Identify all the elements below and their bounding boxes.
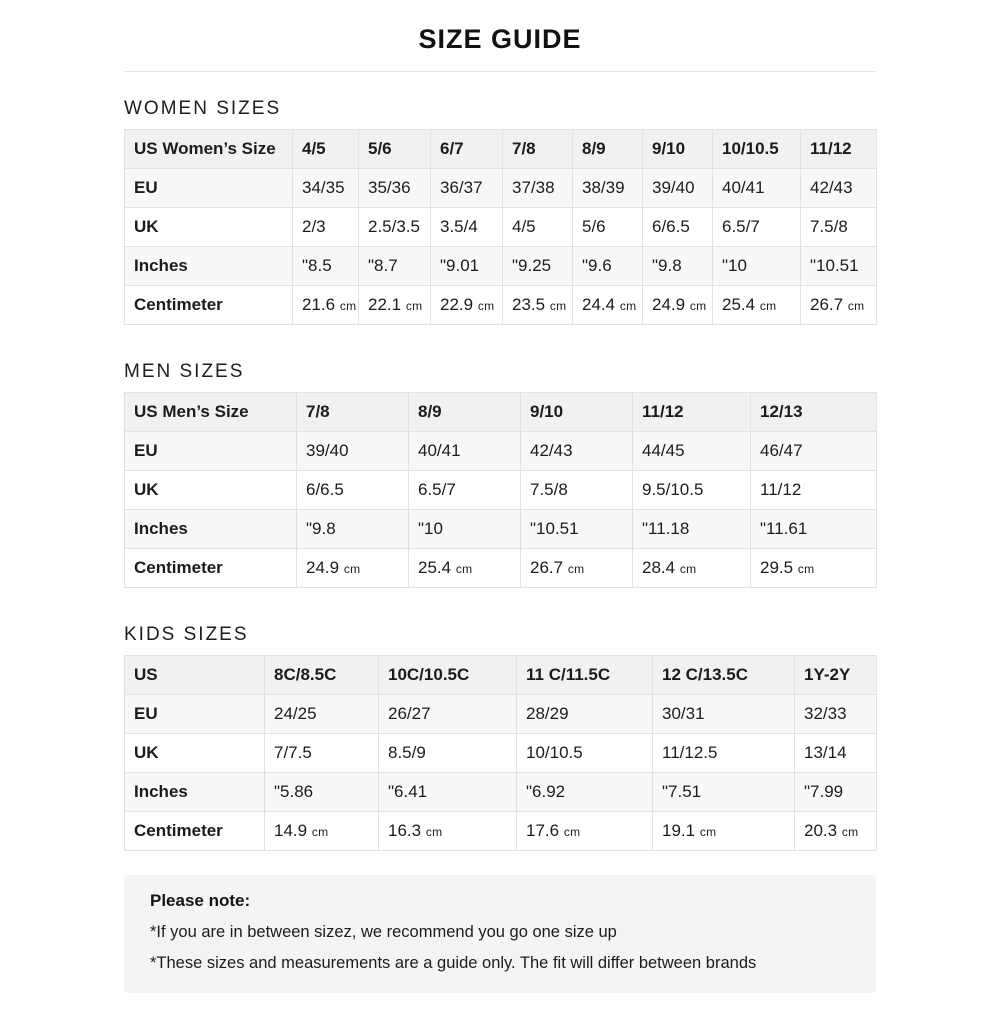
table-row: [125, 695, 877, 734]
table-cell: 6/6.5: [643, 208, 713, 247]
row-label: Inches: [125, 510, 297, 549]
table-cell: 24/25: [265, 695, 379, 734]
table-cell: "9.25: [503, 247, 573, 286]
table-cell: 3.5/4: [431, 208, 503, 247]
table-cell: 13/14: [795, 734, 877, 773]
corner-header: US Men’s Size: [125, 393, 297, 432]
note-line: *These sizes and measurements are a guide only. The fit will differ between brands: [150, 954, 757, 972]
table-cell: 34/35: [293, 169, 359, 208]
table-cell: 26.7 cm: [801, 286, 877, 325]
table-cell: "10.51: [801, 247, 877, 286]
table-cell: 20.3 cm: [795, 812, 877, 851]
unit-cm: cm: [343, 562, 361, 576]
table-cell: "6.92: [517, 773, 653, 812]
table-cell: "7.51: [653, 773, 795, 812]
table-cell: 5/6: [573, 208, 643, 247]
unit-cm: cm: [699, 825, 717, 839]
header-row: [125, 130, 877, 169]
table-cell: "11.18: [633, 510, 751, 549]
row-label: Inches: [125, 247, 293, 286]
column-header: 11/12: [633, 393, 751, 432]
table-cell: "9.6: [573, 247, 643, 286]
table-cell: 32/33: [795, 695, 877, 734]
table-cell: 29.5 cm: [751, 549, 877, 588]
table-cell: 11/12: [751, 471, 877, 510]
unit-cm: cm: [425, 825, 443, 839]
column-header: 5/6: [359, 130, 431, 169]
table-row: [125, 286, 877, 325]
table-cell: "9.8: [643, 247, 713, 286]
table-cell: 22.9 cm: [431, 286, 503, 325]
table-cell: 11/12.5: [653, 734, 795, 773]
table-cell: 26.7 cm: [521, 549, 633, 588]
row-label: UK: [125, 734, 265, 773]
table-cell: 37/38: [503, 169, 573, 208]
page-title: SIZE GUIDE: [418, 24, 582, 54]
table-cell: "10.51: [521, 510, 633, 549]
table-cell: 28/29: [517, 695, 653, 734]
table-cell: 28.4 cm: [633, 549, 751, 588]
size-table-kids: [124, 655, 877, 851]
table-cell: "9.8: [297, 510, 409, 549]
size-table-men: [124, 392, 877, 588]
column-header: 7/8: [503, 130, 573, 169]
column-header: 12 C/13.5C: [653, 656, 795, 695]
section-heading-kids: KIDS SIZES: [124, 624, 249, 645]
section-women: [124, 98, 876, 325]
table-cell: 19.1 cm: [653, 812, 795, 851]
table-row: [125, 812, 877, 851]
table-cell: 24.4 cm: [573, 286, 643, 325]
column-header: 9/10: [643, 130, 713, 169]
table-cell: "5.86: [265, 773, 379, 812]
table-cell: 42/43: [801, 169, 877, 208]
table-cell: 4/5: [503, 208, 573, 247]
header-row: [125, 393, 877, 432]
unit-cm: cm: [405, 299, 423, 313]
table-cell: 14.9 cm: [265, 812, 379, 851]
column-header: 9/10: [521, 393, 633, 432]
table-cell: 36/37: [431, 169, 503, 208]
row-label: UK: [125, 208, 293, 247]
table-cell: 7/7.5: [265, 734, 379, 773]
table-row: [125, 549, 877, 588]
table-row: [125, 471, 877, 510]
unit-cm: cm: [567, 562, 585, 576]
table-cell: 25.4 cm: [713, 286, 801, 325]
table-cell: 6.5/7: [713, 208, 801, 247]
table-cell: 39/40: [297, 432, 409, 471]
section-kids: [124, 624, 876, 851]
table-row: [125, 734, 877, 773]
unit-cm: cm: [477, 299, 495, 313]
table-cell: 30/31: [653, 695, 795, 734]
table-cell: "8.7: [359, 247, 431, 286]
section-heading-men: MEN SIZES: [124, 361, 245, 382]
table-cell: 7.5/8: [521, 471, 633, 510]
unit-cm: cm: [841, 825, 859, 839]
table-cell: 39/40: [643, 169, 713, 208]
table-cell: "10: [409, 510, 521, 549]
table-cell: 38/39: [573, 169, 643, 208]
table-cell: 46/47: [751, 432, 877, 471]
row-label: Centimeter: [125, 812, 265, 851]
column-header: 12/13: [751, 393, 877, 432]
note-line: *If you are in between sizez, we recommend you go one size up: [150, 923, 617, 941]
title-divider: [124, 71, 876, 72]
row-label: Centimeter: [125, 286, 293, 325]
row-label: Centimeter: [125, 549, 297, 588]
row-label: EU: [125, 695, 265, 734]
table-row: [125, 773, 877, 812]
note-heading: Please note:: [150, 891, 251, 910]
table-cell: 6/6.5: [297, 471, 409, 510]
unit-cm: cm: [549, 299, 567, 313]
unit-cm: cm: [339, 299, 357, 313]
table-cell: "8.5: [293, 247, 359, 286]
table-row: [125, 510, 877, 549]
content: [124, 98, 876, 993]
table-row: [125, 247, 877, 286]
column-header: 4/5: [293, 130, 359, 169]
unit-cm: cm: [311, 825, 329, 839]
table-cell: 9.5/10.5: [633, 471, 751, 510]
table-row: [125, 432, 877, 471]
unit-cm: cm: [797, 562, 815, 576]
note-box: [124, 875, 876, 993]
unit-cm: cm: [563, 825, 581, 839]
header-row: [125, 656, 877, 695]
table-cell: 2/3: [293, 208, 359, 247]
table-cell: 42/43: [521, 432, 633, 471]
size-table-women: [124, 129, 877, 325]
section-men: [124, 361, 876, 588]
table-row: [125, 169, 877, 208]
table-cell: 21.6 cm: [293, 286, 359, 325]
column-header: 10C/10.5C: [379, 656, 517, 695]
column-header: 1Y-2Y: [795, 656, 877, 695]
corner-header: US Women’s Size: [125, 130, 293, 169]
unit-cm: cm: [847, 299, 865, 313]
column-header: 8C/8.5C: [265, 656, 379, 695]
table-cell: 35/36: [359, 169, 431, 208]
unit-cm: cm: [689, 299, 707, 313]
table-cell: 44/45: [633, 432, 751, 471]
table-cell: 24.9 cm: [297, 549, 409, 588]
table-cell: 7.5/8: [801, 208, 877, 247]
table-cell: "6.41: [379, 773, 517, 812]
column-header: 11/12: [801, 130, 877, 169]
table-cell: 25.4 cm: [409, 549, 521, 588]
unit-cm: cm: [455, 562, 473, 576]
row-label: Inches: [125, 773, 265, 812]
table-cell: 23.5 cm: [503, 286, 573, 325]
section-heading-women: WOMEN SIZES: [124, 98, 282, 119]
table-cell: 22.1 cm: [359, 286, 431, 325]
unit-cm: cm: [759, 299, 777, 313]
table-cell: "11.61: [751, 510, 877, 549]
column-header: 8/9: [573, 130, 643, 169]
table-cell: 40/41: [409, 432, 521, 471]
table-cell: 26/27: [379, 695, 517, 734]
table-cell: "9.01: [431, 247, 503, 286]
unit-cm: cm: [619, 299, 637, 313]
table-row: [125, 208, 877, 247]
unit-cm: cm: [679, 562, 697, 576]
row-label: UK: [125, 471, 297, 510]
column-header: 7/8: [297, 393, 409, 432]
column-header: 8/9: [409, 393, 521, 432]
table-cell: "10: [713, 247, 801, 286]
table-cell: 16.3 cm: [379, 812, 517, 851]
column-header: 11 C/11.5C: [517, 656, 653, 695]
column-header: 10/10.5: [713, 130, 801, 169]
table-cell: 17.6 cm: [517, 812, 653, 851]
table-cell: 6.5/7: [409, 471, 521, 510]
table-cell: 40/41: [713, 169, 801, 208]
table-cell: 24.9 cm: [643, 286, 713, 325]
table-cell: 2.5/3.5: [359, 208, 431, 247]
corner-header: US: [125, 656, 265, 695]
table-cell: "7.99: [795, 773, 877, 812]
row-label: EU: [125, 432, 297, 471]
table-cell: 8.5/9: [379, 734, 517, 773]
table-cell: 10/10.5: [517, 734, 653, 773]
column-header: 6/7: [431, 130, 503, 169]
row-label: EU: [125, 169, 293, 208]
